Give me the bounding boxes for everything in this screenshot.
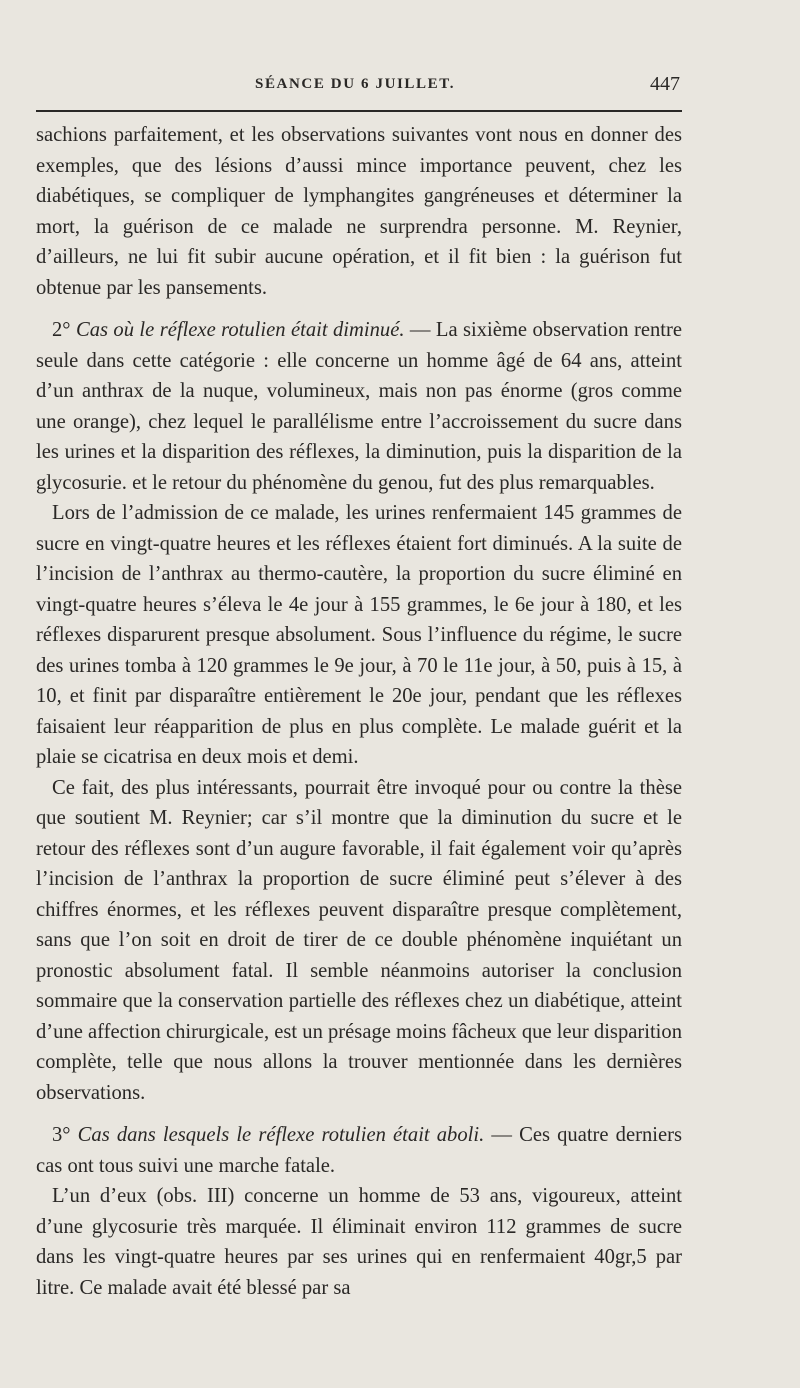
section-3-heading: Cas dans lesquels le réflexe rotulien était aboli. [77, 1124, 485, 1146]
running-head-title: SÉANCE DU 6 JUILLET. [255, 76, 456, 92]
paragraph-continuation: sachions parfaitement, et les observations suivantes vont nous en donner des exemples, que des lésions d’aussi mince importance peuvent, chez les diabétiques, se compliquer de lymphangites gangréneuses et déterminer la mort, la guérison de ce malade ne surprendra personne. M. Reynier, d’ailleurs, ne lui fit subir aucune opération, et il fit bien : la guérison fut obtenue par les pansements. [36, 124, 682, 299]
section-2-heading: Cas où le réflexe rotulien était diminué. [75, 319, 405, 341]
section-2-number: 2° [52, 319, 71, 341]
running-head [0, 73, 800, 100]
page-number: 447 [650, 73, 680, 95]
section-2-paragraph [36, 315, 682, 498]
section-3-body: — Ces quatre derniers cas ont tous suivi une marche fatale. [36, 1124, 683, 1177]
section-2-body: — La sixième observation rentre seule dans cette catégorie : elle concerne un homme âgé de 64 ans, atteint d’un anthrax de la nuque, volumineux, mais non pas énorme (gros comme une orange), chez lequel le parallélisme entre l’accroissement du sucre dans les urines et la disparition des réflexes, la diminution, puis la disparition de la glycosurie. et le retour du phénomène du genou, fut des plus remarquables. [36, 319, 682, 494]
body-text [36, 120, 682, 1303]
paragraph-observation-3: L’un d’eux (obs. III) concerne un homme de 53 ans, vigoureux, atteint d’une glycosurie très marquée. Il éliminait environ 112 grammes de sucre dans les vingt-quatre heures par ses urines qui en renfermaient 40gr,5 par litre. Ce malade avait été blessé par sa [36, 1185, 682, 1299]
section-3-number: 3° [52, 1124, 71, 1146]
paragraph-admission: Lors de l’admission de ce malade, les urines renfermaient 145 grammes de sucre en vingt-quatre heures et les réflexes étaient fort diminués. A la suite de l’incision de l’anthrax au thermo-cautère, la proportion du sucre éliminé en vingt-quatre heures s’éleva le 4e jour à 155 grammes, le 6e jour à 180, et les réflexes disparurent presque absolument. Sous l’influence du régime, le sucre des urines tomba à 120 grammes le 9e jour, à 70 le 11e jour, à 50, puis à 15, à 10, et finit par disparaître entièrement le 20e jour, pendant que les réflexes faisaient leur réapparition de plus en plus complète. Le malade guérit et la plaie se cicatrisa en deux mois et demi. [36, 502, 682, 768]
header-rule [36, 110, 682, 112]
section-3-paragraph [36, 1120, 682, 1181]
paragraph-discussion: Ce fait, des plus intéressants, pourrait être invoqué pour ou contre la thèse que soutient M. Reynier; car s’il montre que la diminution du sucre et le retour des réflexes sont d’un augure favorable, il fait également voir qu’après l’incision de l’anthrax la proportion de sucre éliminé peut s’élever à des chiffres énormes, et les réflexes peuvent disparaître presque complètement, sans que l’on soit en droit de tirer de ce double phénomène inquiétant un pronostic absolument fatal. Il semble néanmoins autoriser la conclusion sommaire que la conservation partielle des réflexes chez un diabétique, atteint d’une affection chirurgicale, est un présage moins fâcheux que leur disparition complète, telle que nous allons la trouver mentionnée dans les dernières observations. [36, 776, 682, 1104]
